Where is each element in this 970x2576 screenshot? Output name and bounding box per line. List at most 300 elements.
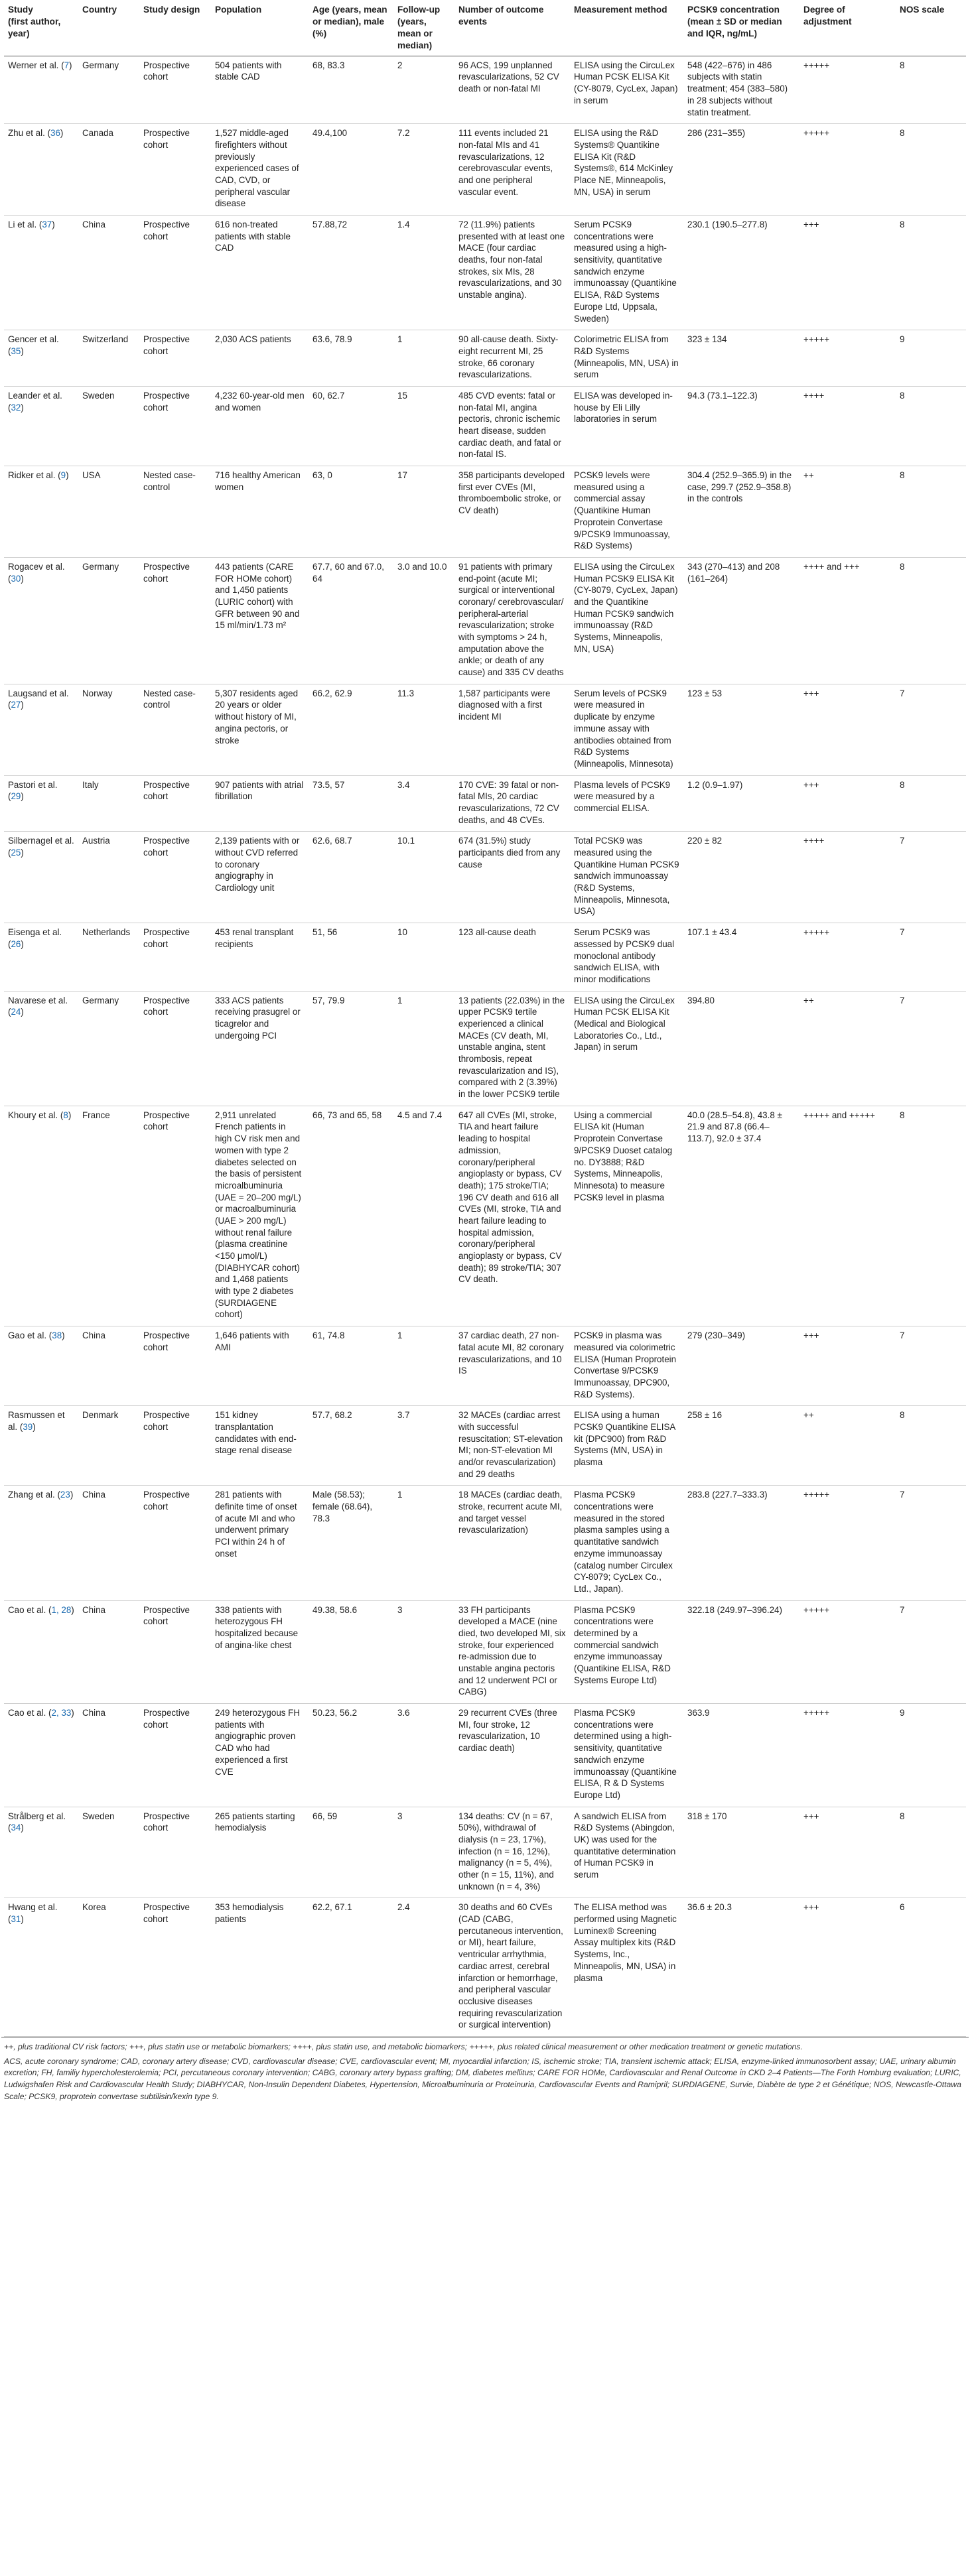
reference-link[interactable]: 27: [11, 700, 21, 710]
design-cell: Prospective cohort: [139, 832, 211, 923]
author-cell: [4, 1106, 78, 1326]
footnote-abbreviations: ACS, acute coronary syndrome; CAD, coronary artery disease; CVD, cardiovascular disease; CVE, cardiovascular event; MI, myocardial infarction; IS, ischemic stroke; TIA, transient ischemic attack; ELISA, enzyme-linked immunosorbent assay; UAE, urinary albumin excretion; FH, familiy hypercholesterolemia; PCI, percutaneous coronary intervention; CABG, coronary artery bypass grafting; DM, diabetes mellitus; CARE FOR HOMe, Cardiovascular and Renal Outcome in CKD 2–4 Patients—The Forth Homburg evaluation; LURIC, Ludwigshafen Risk and Cardiovascular Health Study; DIABHYCAR, Non-Insulin Dependent Diabetes, Hypertension, Microalbuminuria or Proteinuria, Cardiovascular Events and Ramipril; SURDIAGENE, Survie, Diabète de type 2 et Génétique; NOS, Newcastle-Ottawa Scale; PCSK9, proprotein convertase subtilisin/kexin type 9.: [4, 2056, 961, 2101]
adjustment-cell: +++: [799, 1807, 896, 1898]
author-close-paren: ): [21, 1914, 24, 1925]
events-cell: 1,587 participants were diagnosed with a first incident MI: [454, 684, 570, 775]
method-cell: ELISA was developed in-house by Eli Lilly laboratories in serum: [570, 386, 683, 466]
country-cell: Austria: [78, 832, 139, 923]
events-cell: 485 CVD events: fatal or non-fatal MI, angina pectoris, chronic ischemic heart disease, sudden cardiac death, and fatal or non-fatal IS.: [454, 386, 570, 466]
adjustment-cell: +++++: [799, 1704, 896, 1807]
age-cell: 62.2, 67.1: [309, 1898, 393, 2037]
method-cell: ELISA using a human PCSK9 Quantikine ELISA kit (DPC900) from R&D Systems (MN, USA) in plasma: [570, 1406, 683, 1486]
author-close-paren: ): [66, 470, 69, 481]
population-cell: 2,030 ACS patients: [211, 330, 309, 387]
nos-cell: 9: [896, 1704, 966, 1807]
reference-link[interactable]: 38: [52, 1330, 62, 1341]
country-cell: Germany: [78, 56, 139, 123]
author-cell: [4, 1807, 78, 1898]
author-cell: [4, 684, 78, 775]
population-cell: 353 hemodialysis patients: [211, 1898, 309, 2037]
table-row: [4, 684, 966, 775]
age-cell: 50.23, 56.2: [309, 1704, 393, 1807]
population-cell: 281 patients with definite time of onset of acute MI and who underwent primary PCI within 24 h of onset: [211, 1486, 309, 1600]
events-cell: 170 CVE: 39 fatal or non-fatal MIs, 20 cardiac revascularizations, 72 CV deaths, and 48 CVEs.: [454, 775, 570, 832]
table-row: [4, 1326, 966, 1406]
pcsk9-cell: 279 (230–349): [683, 1326, 799, 1406]
country-cell: France: [78, 1106, 139, 1326]
table-body: [4, 56, 966, 2036]
age-cell: 57.88,72: [309, 216, 393, 330]
nos-cell: 8: [896, 386, 966, 466]
country-cell: Denmark: [78, 1406, 139, 1486]
adjustment-cell: ++++: [799, 832, 896, 923]
author-cell: [4, 216, 78, 330]
table-row: [4, 1600, 966, 1704]
pcsk9-cell: 258 ± 16: [683, 1406, 799, 1486]
pcsk9-cell: 94.3 (73.1–122.3): [683, 386, 799, 466]
column-header: Number of outcome events: [454, 1, 570, 56]
design-cell: Prospective cohort: [139, 991, 211, 1106]
country-cell: China: [78, 216, 139, 330]
author-cell: [4, 775, 78, 832]
reference-link[interactable]: 37: [42, 220, 52, 229]
events-cell: 72 (11.9%) patients presented with at least one MACE (four cardiac deaths, four non-fatal strokes, six MIs, 28 revascularizations, and 30 unstable angina).: [454, 216, 570, 330]
method-cell: Plasma PCSK9 concentrations were measured in the stored plasma samples using a quantitative sandwich enzyme immunoassay (catalog number Circulex CY-8079; CycLex Co., Ltd., Japan).: [570, 1486, 683, 1600]
age-cell: 73.5, 57: [309, 775, 393, 832]
table-row: [4, 330, 966, 387]
population-cell: 443 patients (CARE FOR HOMe cohort) and 1,450 patients (LURIC cohort) with GFR between 90 and 15 ml/min/1.73 m²: [211, 557, 309, 684]
nos-cell: 8: [896, 216, 966, 330]
nos-cell: 7: [896, 923, 966, 991]
followup-cell: 3.7: [393, 1406, 454, 1486]
author-close-paren: ): [70, 1490, 74, 1500]
author-cell: [4, 1326, 78, 1406]
author-cell: [4, 991, 78, 1106]
table-row: [4, 216, 966, 330]
population-cell: 249 heterozygous FH patients with angiographic proven CAD who had experienced a first CVE: [211, 1704, 309, 1807]
table-row: [4, 386, 966, 466]
adjustment-cell: ++++: [799, 386, 896, 466]
table-row: [4, 1406, 966, 1486]
reference-link[interactable]: 1, 28: [51, 1604, 72, 1615]
nos-cell: 8: [896, 1807, 966, 1898]
author-name: Hwang et al. (: [8, 1902, 58, 1925]
design-cell: Prospective cohort: [139, 1600, 211, 1704]
adjustment-cell: ++: [799, 466, 896, 558]
age-cell: 49.4,100: [309, 124, 393, 216]
method-cell: Total PCSK9 was measured using the Quantikine Human PCSK9 sandwich immunoassay (R&D Systems, Minneapolis, Minnesota, USA): [570, 832, 683, 923]
author-name: Khoury et al. (: [8, 1110, 64, 1120]
followup-cell: 3.6: [393, 1704, 454, 1807]
author-close-paren: ): [68, 1110, 72, 1120]
method-cell: PCSK9 levels were measured using a commercial assay (Quantikine Human Proprotein Convertase 9/PCSK9 Immunoassay, R&D Systems): [570, 466, 683, 558]
age-cell: 49.38, 58.6: [309, 1600, 393, 1704]
events-cell: 90 all-cause death. Sixty-eight recurrent MI, 25 stroke, 66 coronary revascularizations.: [454, 330, 570, 387]
events-cell: 30 deaths and 60 CVEs (CAD (CABG, percutaneous intervention, or MI), heart failure, ventricular arrhythmia, cardiac arrest, cerebral infarction or hemorrhage, and peripheral vascular occlusive diseases requiring revascularization or surgical intervention): [454, 1898, 570, 2037]
design-cell: Prospective cohort: [139, 923, 211, 991]
adjustment-cell: +++++: [799, 330, 896, 387]
followup-cell: 7.2: [393, 124, 454, 216]
age-cell: 68, 83.3: [309, 56, 393, 123]
population-cell: 907 patients with atrial fibrillation: [211, 775, 309, 832]
table-row: [4, 1807, 966, 1898]
column-header: Population: [211, 1, 309, 56]
pcsk9-cell: 40.0 (28.5–54.8), 43.8 ± 21.9 and 87.8 (66.4–113.7), 92.0 ± 37.4: [683, 1106, 799, 1326]
author-close-paren: ): [71, 1708, 74, 1718]
pcsk9-cell: 343 (270–413) and 208 (161–264): [683, 557, 799, 684]
followup-cell: 17: [393, 466, 454, 558]
author-cell: [4, 466, 78, 558]
author-close-paren: ): [21, 402, 24, 413]
design-cell: Prospective cohort: [139, 1326, 211, 1406]
author-name: Eisenga et al. (: [8, 927, 62, 949]
adjustment-cell: +++++: [799, 56, 896, 123]
country-cell: Switzerland: [78, 330, 139, 387]
population-cell: 265 patients starting hemodialysis: [211, 1807, 309, 1898]
nos-cell: 8: [896, 56, 966, 123]
design-cell: Nested case-control: [139, 684, 211, 775]
author-name: Pastori et al. (: [8, 779, 58, 802]
followup-cell: 15: [393, 386, 454, 466]
author-close-paren: ): [21, 938, 24, 949]
adjustment-cell: ++: [799, 1406, 896, 1486]
events-cell: 13 patients (22.03%) in the upper PCSK9 tertile experienced a clinical MACEs (CV death, MI, unstable angina, stent thrombosis, repeat revascularization and IS), compared with 2 (3.39%) in the lower PCSK9 tertile: [454, 991, 570, 1106]
adjustment-cell: ++: [799, 991, 896, 1106]
adjustment-cell: ++++ and +++: [799, 557, 896, 684]
age-cell: 66, 59: [309, 1807, 393, 1898]
age-cell: 67.7, 60 and 67.0, 64: [309, 557, 393, 684]
author-cell: [4, 386, 78, 466]
events-cell: 96 ACS, 199 unplanned revascularizations, 52 CV death or non-fatal MI: [454, 56, 570, 123]
country-cell: Germany: [78, 557, 139, 684]
author-name: Laugsand et al. (: [8, 688, 69, 710]
pcsk9-cell: 394.80: [683, 991, 799, 1106]
author-cell: [4, 1898, 78, 2037]
reference-link[interactable]: 2, 33: [51, 1708, 72, 1718]
author-name: Leander et al. (: [8, 390, 62, 413]
reference-link[interactable]: 34: [11, 1823, 21, 1833]
adjustment-cell: +++++: [799, 124, 896, 216]
adjustment-cell: +++: [799, 1898, 896, 2037]
column-header: Measurement method: [570, 1, 683, 56]
nos-cell: 7: [896, 684, 966, 775]
population-cell: 333 ACS patients receiving prasugrel or ticagrelor and undergoing PCI: [211, 991, 309, 1106]
nos-cell: 7: [896, 832, 966, 923]
reference-link[interactable]: 32: [11, 402, 21, 413]
method-cell: ELISA using the R&D Systems® Quantikine ELISA Kit (R&D Systems®, 614 McKinley Place NE, Minneapolis, MN, USA) in serum: [570, 124, 683, 216]
country-cell: Sweden: [78, 386, 139, 466]
followup-cell: 4.5 and 7.4: [393, 1106, 454, 1326]
followup-cell: 2: [393, 56, 454, 123]
author-name: Gao et al. (: [8, 1330, 52, 1341]
table-container: [4, 0, 966, 2037]
followup-cell: 1.4: [393, 216, 454, 330]
column-header: PCSK9 concentration (mean ± SD or median and IQR, ng/mL): [683, 1, 799, 56]
author-close-paren: ): [21, 1823, 24, 1833]
adjustment-cell: +++: [799, 216, 896, 330]
age-cell: Male (58.53); female (68.64), 78.3: [309, 1486, 393, 1600]
population-cell: 338 patients with heterozygous FH hospitalized because of angina-like chest: [211, 1600, 309, 1704]
author-close-paren: ): [62, 1330, 65, 1341]
method-cell: ELISA using the CircuLex Human PCSK ELISA Kit (CY-8079, CycLex, Japan) in serum: [570, 56, 683, 123]
design-cell: Prospective cohort: [139, 1898, 211, 2037]
table-row: [4, 1486, 966, 1600]
nos-cell: 8: [896, 1106, 966, 1326]
study-characteristics-table: [4, 1, 966, 2037]
pcsk9-cell: 123 ± 53: [683, 684, 799, 775]
adjustment-cell: +++: [799, 684, 896, 775]
events-cell: 37 cardiac death, 27 non-fatal acute MI, 82 coronary revascularizations, and 10 IS: [454, 1326, 570, 1406]
design-cell: Prospective cohort: [139, 1106, 211, 1326]
column-header: Country: [78, 1, 139, 56]
author-cell: [4, 1704, 78, 1807]
author-close-paren: ): [52, 220, 55, 229]
events-cell: 123 all-cause death: [454, 923, 570, 991]
age-cell: 66, 73 and 65, 58: [309, 1106, 393, 1326]
method-cell: Colorimetric ELISA from R&D Systems (Minneapolis, MN, USA) in serum: [570, 330, 683, 387]
column-header: Degree of adjustment: [799, 1, 896, 56]
column-header: NOS scale: [896, 1, 966, 56]
followup-cell: 2.4: [393, 1898, 454, 2037]
method-cell: Plasma PCSK9 concentrations were determined by a commercial sandwich enzyme immunoassay (Quantikine ELISA, R&D Systems Europe Ltd): [570, 1600, 683, 1704]
population-cell: 5,307 residents aged 20 years or older without history of MI, angina pectoris, or stroke: [211, 684, 309, 775]
author-cell: [4, 1486, 78, 1600]
method-cell: PCSK9 in plasma was measured via colorimetric ELISA (Human Proprotein Convertase 9/PCSK9 Immunoassay, DPC900, R&D Systems).: [570, 1326, 683, 1406]
table-row: [4, 557, 966, 684]
reference-link[interactable]: 8: [63, 1110, 68, 1120]
author-name: Rasmussen et al. (: [8, 1410, 65, 1432]
reference-link[interactable]: 26: [11, 938, 21, 949]
followup-cell: 10: [393, 923, 454, 991]
reference-link[interactable]: 25: [11, 848, 21, 858]
pcsk9-cell: 304.4 (252.9–365.9) in the case, 299.7 (252.9–358.8) in the controls: [683, 466, 799, 558]
country-cell: China: [78, 1486, 139, 1600]
method-cell: Using a commercial ELISA kit (Human Proprotein Convertase 9/PCSK9 Duoset catalog no. DY3888; R&D Systems, Minneapolis, Minnesota) to measure PCSK9 level in plasma: [570, 1106, 683, 1326]
pcsk9-cell: 323 ± 134: [683, 330, 799, 387]
reference-link[interactable]: 23: [60, 1490, 70, 1500]
events-cell: 358 participants developed first ever CVEs (MI, thromboembolic stroke, or CV death): [454, 466, 570, 558]
pcsk9-cell: 230.1 (190.5–277.8): [683, 216, 799, 330]
table-row: [4, 1106, 966, 1326]
author-close-paren: ): [33, 1421, 36, 1432]
reference-link[interactable]: 39: [23, 1421, 33, 1432]
reference-link[interactable]: 36: [50, 128, 60, 139]
method-cell: Serum PCSK9 concentrations were measured using a high-sensitivity, quantitative sandwich enzyme immunoassay (Quantikine ELISA, R&D Systems Europe Ltd, Uppsala, Sweden): [570, 216, 683, 330]
method-cell: Serum levels of PCSK9 were measured in duplicate by enzyme immune assay with antibodies obtained from R&D Systems (Minneapolis, Minnesota): [570, 684, 683, 775]
followup-cell: 3.0 and 10.0: [393, 557, 454, 684]
footnote-legend: ++, plus traditional CV risk factors; +++, plus statin use or metabolic biomarkers; ++++, plus statin use, and metabolic biomarkers; +++++, plus related clinical measurement or other medication treatment or genetic mutations.: [4, 2041, 803, 2051]
author-cell: [4, 923, 78, 991]
country-cell: Netherlands: [78, 923, 139, 991]
author-close-paren: ): [21, 346, 24, 356]
country-cell: Germany: [78, 991, 139, 1106]
table-row: [4, 923, 966, 991]
events-cell: 18 MACEs (cardiac death, stroke, recurrent acute MI, and target vessel revascularization): [454, 1486, 570, 1600]
country-cell: Italy: [78, 775, 139, 832]
nos-cell: 9: [896, 330, 966, 387]
reference-link[interactable]: 35: [11, 346, 21, 356]
reference-link[interactable]: 7: [64, 60, 70, 70]
author-cell: [4, 124, 78, 216]
events-cell: 33 FH participants developed a MACE (nine died, two developed MI, six stroke, four experienced re-admission due to unstable angina pectoris and 12 underwent PCI or CABG): [454, 1600, 570, 1704]
events-cell: 29 recurrent CVEs (three MI, four stroke, 12 revascularization, 10 cardiac death): [454, 1704, 570, 1807]
author-name: Li et al. (: [8, 220, 42, 229]
column-header: Age (years, mean or median), male (%): [309, 1, 393, 56]
followup-cell: 1: [393, 330, 454, 387]
population-cell: 4,232 60-year-old men and women: [211, 386, 309, 466]
author-name: Navarese et al. (: [8, 995, 68, 1017]
design-cell: Prospective cohort: [139, 1704, 211, 1807]
author-cell: [4, 56, 78, 123]
author-name: Cao et al. (: [8, 1708, 52, 1718]
column-header: Study design: [139, 1, 211, 56]
design-cell: Prospective cohort: [139, 216, 211, 330]
author-close-paren: ): [21, 700, 24, 710]
followup-cell: 1: [393, 991, 454, 1106]
country-cell: Sweden: [78, 1807, 139, 1898]
events-cell: 647 all CVEs (MI, stroke, TIA and heart failure leading to hospital admission, coronary/peripheral angioplasty or bypass, CV death); 175 stroke/TIA; 196 CV death and 616 all CVEs (MI, stroke, TIA and heart failure leading to hospital admission, coronary/peripheral angioplasty or bypass, CV death); 89 stroke/TIA; 307 CV death.: [454, 1106, 570, 1326]
events-cell: 134 deaths: CV (n = 67, 50%), withdrawal of dialysis (n = 23, 17%), infection (n = 16, 12%), malignancy (n = 5, 4%), other (n = 15, 11%), and unknown (n = 4, 3%): [454, 1807, 570, 1898]
design-cell: Prospective cohort: [139, 1807, 211, 1898]
events-cell: 674 (31.5%) study participants died from any cause: [454, 832, 570, 923]
age-cell: 66.2, 62.9: [309, 684, 393, 775]
population-cell: 716 healthy American women: [211, 466, 309, 558]
followup-cell: 11.3: [393, 684, 454, 775]
design-cell: Prospective cohort: [139, 557, 211, 684]
author-close-paren: ): [69, 60, 72, 70]
nos-cell: 8: [896, 557, 966, 684]
events-cell: 111 events included 21 non-fatal MIs and 41 revascularizations, 12 cerebrovascular events, and one peripheral vascular event.: [454, 124, 570, 216]
method-cell: The ELISA method was performed using Magnetic Luminex® Screening Assay multiplex kits (R&D Systems, Inc., Minneapolis, MN, USA) in plasma: [570, 1898, 683, 2037]
nos-cell: 8: [896, 124, 966, 216]
author-close-paren: ): [21, 791, 24, 802]
author-close-paren: ): [60, 128, 64, 139]
author-close-paren: ): [21, 573, 24, 584]
method-cell: Plasma levels of PCSK9 were measured by a commercial ELISA.: [570, 775, 683, 832]
pcsk9-cell: 363.9: [683, 1704, 799, 1807]
country-cell: Korea: [78, 1898, 139, 2037]
design-cell: Prospective cohort: [139, 330, 211, 387]
author-name: Werner et al. (: [8, 60, 64, 70]
age-cell: 57, 79.9: [309, 991, 393, 1106]
adjustment-cell: +++++: [799, 1486, 896, 1600]
design-cell: Prospective cohort: [139, 775, 211, 832]
followup-cell: 3.4: [393, 775, 454, 832]
nos-cell: 8: [896, 466, 966, 558]
design-cell: Prospective cohort: [139, 1486, 211, 1600]
nos-cell: 7: [896, 1486, 966, 1600]
age-cell: 60, 62.7: [309, 386, 393, 466]
adjustment-cell: +++++ and +++++: [799, 1106, 896, 1326]
author-cell: [4, 832, 78, 923]
author-cell: [4, 330, 78, 387]
population-cell: 504 patients with stable CAD: [211, 56, 309, 123]
population-cell: 151 kidney transplantation candidates with end-stage renal disease: [211, 1406, 309, 1486]
nos-cell: 7: [896, 1600, 966, 1704]
method-cell: A sandwich ELISA from R&D Systems (Abingdon, UK) was used for the quantitative determination of Human PCSK9 in serum: [570, 1807, 683, 1898]
reference-link[interactable]: 29: [11, 791, 21, 802]
pcsk9-cell: 286 (231–355): [683, 124, 799, 216]
author-name: Zhang et al. (: [8, 1490, 60, 1500]
population-cell: 1,527 middle-aged firefighters without previously experienced cases of CAD, CVD, or peripheral vascular disease: [211, 124, 309, 216]
country-cell: China: [78, 1326, 139, 1406]
column-header: Follow-up (years, mean or median): [393, 1, 454, 56]
table-header-row: [4, 1, 966, 56]
table-row: [4, 832, 966, 923]
author-cell: [4, 1406, 78, 1486]
country-cell: USA: [78, 466, 139, 558]
reference-link[interactable]: 31: [11, 1914, 21, 1925]
pcsk9-cell: 107.1 ± 43.4: [683, 923, 799, 991]
table-row: [4, 991, 966, 1106]
pcsk9-cell: 322.18 (249.97–396.24): [683, 1600, 799, 1704]
adjustment-cell: +++: [799, 775, 896, 832]
events-cell: 91 patients with primary end-point (acute MI; surgical or interventional coronary/ cerebrovascular/ peripheral-arterial revascularization; stroke with symptoms > 24 h, amputation above the ankle; or death of any cause) and 335 CV deaths: [454, 557, 570, 684]
method-cell: ELISA using the CircuLex Human PCSK9 ELISA Kit (CY-8079, CycLex, Japan) and the Quantikine Human PCSK9 sandwich immunoassay (R&D Systems, Minneapolis, MN, USA): [570, 557, 683, 684]
author-name: Rogacev et al. (: [8, 561, 65, 584]
followup-cell: 1: [393, 1326, 454, 1406]
reference-link[interactable]: 9: [60, 470, 66, 481]
population-cell: 2,911 unrelated French patients in high CV risk men and women with type 2 diabetes selected on the basis of persistent microalbuminuria (UAE = 20–200 mg/L) or macroalbuminuria (UAE > 200 mg/L) without renal failure (plasma creatinine <150 μmol/L) (DIABHYCAR cohort) and 1,468 patients with type 2 diabetes (SURDIAGENE cohort): [211, 1106, 309, 1326]
reference-link[interactable]: 30: [11, 573, 21, 584]
method-cell: Serum PCSK9 was assessed by PCSK9 dual monoclonal antibody sandwich ELISA, with minor modifications: [570, 923, 683, 991]
table-row: [4, 466, 966, 558]
age-cell: 51, 56: [309, 923, 393, 991]
table-row: [4, 1704, 966, 1807]
pcsk9-cell: 548 (422–676) in 486 subjects with statin treatment; 454 (383–580) in 28 subjects without statin treatment.: [683, 56, 799, 123]
pcsk9-cell: 220 ± 82: [683, 832, 799, 923]
author-name: Strålberg et al. (: [8, 1811, 66, 1833]
design-cell: Prospective cohort: [139, 1406, 211, 1486]
pcsk9-cell: 283.8 (227.7–333.3): [683, 1486, 799, 1600]
age-cell: 61, 74.8: [309, 1326, 393, 1406]
country-cell: China: [78, 1704, 139, 1807]
table-row: [4, 124, 966, 216]
country-cell: Norway: [78, 684, 139, 775]
country-cell: Canada: [78, 124, 139, 216]
author-close-paren: ): [21, 1007, 24, 1017]
nos-cell: 7: [896, 991, 966, 1106]
author-name: Gencer et al. (: [8, 334, 59, 356]
pcsk9-cell: 36.6 ± 20.3: [683, 1898, 799, 2037]
adjustment-cell: +++++: [799, 923, 896, 991]
adjustment-cell: +++: [799, 1326, 896, 1406]
table-row: [4, 775, 966, 832]
age-cell: 63, 0: [309, 466, 393, 558]
table-row: [4, 56, 966, 123]
age-cell: 57.7, 68.2: [309, 1406, 393, 1486]
nos-cell: 7: [896, 1326, 966, 1406]
nos-cell: 8: [896, 775, 966, 832]
design-cell: Nested case-control: [139, 466, 211, 558]
country-cell: China: [78, 1600, 139, 1704]
pcsk9-cell: 318 ± 170: [683, 1807, 799, 1898]
followup-cell: 1: [393, 1486, 454, 1600]
design-cell: Prospective cohort: [139, 386, 211, 466]
author-cell: [4, 557, 78, 684]
table-row: [4, 1898, 966, 2037]
pcsk9-cell: 1.2 (0.9–1.97): [683, 775, 799, 832]
author-cell: [4, 1600, 78, 1704]
nos-cell: 6: [896, 1898, 966, 2037]
followup-cell: 3: [393, 1807, 454, 1898]
followup-cell: 3: [393, 1600, 454, 1704]
author-name: Ridker et al. (: [8, 470, 61, 481]
column-header: Study (first author, year): [4, 1, 78, 56]
reference-link[interactable]: 24: [11, 1007, 21, 1017]
population-cell: 2,139 patients with or without CVD referred to coronary angiography in Cardiology unit: [211, 832, 309, 923]
population-cell: 1,646 patients with AMI: [211, 1326, 309, 1406]
